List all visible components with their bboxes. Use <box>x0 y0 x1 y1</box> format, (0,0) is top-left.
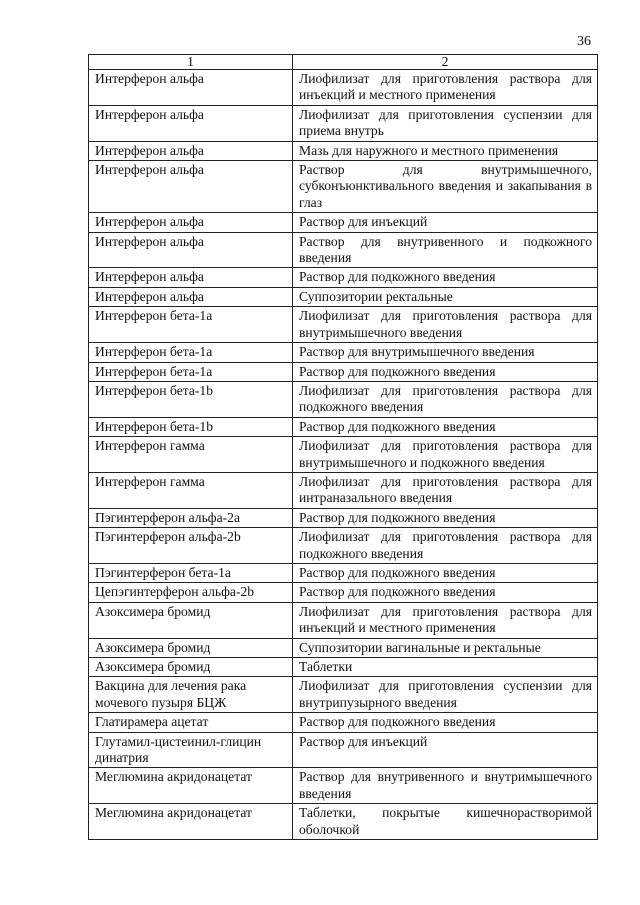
dosage-form-cell: Таблетки, покрытые кишечнорастворимой оболочкой <box>293 804 598 840</box>
dosage-form-cell: Таблетки <box>293 658 598 677</box>
drug-name-cell: Азоксимера бромид <box>89 602 293 638</box>
dosage-form-cell: Мазь для наружного и местного применения <box>293 141 598 160</box>
dosage-form-cell: Суппозитории ректальные <box>293 287 598 306</box>
table-row <box>89 381 598 417</box>
table-row <box>89 638 598 657</box>
dosage-form-cell: Раствор для подкожного введения <box>293 713 598 732</box>
page-number: 36 <box>577 34 591 49</box>
table-header-row <box>89 55 598 70</box>
drug-name-cell: Пэгинтерферон бета-1а <box>89 563 293 582</box>
dosage-form-cell: Раствор для инъекций <box>293 213 598 232</box>
drug-name-cell: Интерферон альфа <box>89 213 293 232</box>
table-row <box>89 472 598 508</box>
drug-name-cell: Пэгинтерферон альфа-2b <box>89 528 293 564</box>
drug-name-cell: Азоксимера бромид <box>89 638 293 657</box>
dosage-form-cell: Раствор для внутривенного и внутримышечного введения <box>293 768 598 804</box>
drug-name-cell: Интерферон бета-1b <box>89 417 293 436</box>
drug-name-cell: Интерферон альфа <box>89 70 293 106</box>
dosage-form-cell: Лиофилизат для приготовления раствора для инъекций и местного применения <box>293 70 598 106</box>
table-row <box>89 161 598 213</box>
drug-name-cell: Интерферон бета-1а <box>89 362 293 381</box>
dosage-form-cell: Раствор для внутримышечного, субконъюнктивального введения и закапывания в глаз <box>293 161 598 213</box>
drug-name-cell: Интерферон гамма <box>89 472 293 508</box>
column-header-2: 2 <box>293 55 598 70</box>
dosage-form-cell: Раствор для инъекций <box>293 732 598 768</box>
dosage-form-cell: Лиофилизат для приготовления суспензии для внутрипузырного введения <box>293 677 598 713</box>
dosage-form-cell: Раствор для внутривенного и подкожного введения <box>293 232 598 268</box>
table-row <box>89 437 598 473</box>
table-body <box>89 70 598 840</box>
drug-name-cell: Интерферон бета-1а <box>89 307 293 343</box>
table-row <box>89 563 598 582</box>
drug-name-cell: Интерферон альфа <box>89 105 293 141</box>
table-row <box>89 508 598 527</box>
medication-table <box>88 54 598 840</box>
drug-name-cell: Цепэгинтерферон альфа-2b <box>89 583 293 602</box>
table-row <box>89 713 598 732</box>
dosage-form-cell: Раствор для подкожного введения <box>293 362 598 381</box>
table-row <box>89 528 598 564</box>
drug-name-cell: Вакцина для лечения рака мочевого пузыря БЦЖ <box>89 677 293 713</box>
drug-name-cell: Азоксимера бромид <box>89 658 293 677</box>
table-row <box>89 677 598 713</box>
drug-name-cell: Пэгинтерферон альфа-2а <box>89 508 293 527</box>
dosage-form-cell: Раствор для подкожного введения <box>293 563 598 582</box>
dosage-form-cell: Лиофилизат для приготовления раствора для внутримышечного введения <box>293 307 598 343</box>
dosage-form-cell: Раствор для внутримышечного введения <box>293 343 598 362</box>
drug-name-cell: Интерферон гамма <box>89 437 293 473</box>
dosage-form-cell: Раствор для подкожного введения <box>293 583 598 602</box>
table-row <box>89 583 598 602</box>
drug-name-cell: Интерферон альфа <box>89 141 293 160</box>
table-row <box>89 268 598 287</box>
column-header-1: 1 <box>89 55 293 70</box>
table-row <box>89 213 598 232</box>
dosage-form-cell: Лиофилизат для приготовления раствора для подкожного введения <box>293 381 598 417</box>
drug-name-cell: Интерферон альфа <box>89 232 293 268</box>
table-row <box>89 343 598 362</box>
table-row <box>89 105 598 141</box>
table-row <box>89 141 598 160</box>
drug-name-cell: Интерферон альфа <box>89 161 293 213</box>
dosage-form-cell: Суппозитории вагинальные и ректальные <box>293 638 598 657</box>
table-row <box>89 417 598 436</box>
table-row <box>89 70 598 106</box>
dosage-form-cell: Лиофилизат для приготовления раствора для подкожного введения <box>293 528 598 564</box>
dosage-form-cell: Лиофилизат для приготовления раствора для инъекций и местного применения <box>293 602 598 638</box>
drug-name-cell: Интерферон бета-1а <box>89 343 293 362</box>
dosage-form-cell: Лиофилизат для приготовления раствора для внутримышечного и подкожного введения <box>293 437 598 473</box>
table-row <box>89 232 598 268</box>
drug-name-cell: Интерферон альфа <box>89 268 293 287</box>
table-row <box>89 768 598 804</box>
drug-name-cell: Меглюмина акридонацетат <box>89 768 293 804</box>
drug-name-cell: Глутамил-цистеинил-глицин динатрия <box>89 732 293 768</box>
drug-name-cell: Интерферон бета-1b <box>89 381 293 417</box>
table-row <box>89 602 598 638</box>
drug-name-cell: Глатирамера ацетат <box>89 713 293 732</box>
table-row <box>89 362 598 381</box>
drug-name-cell: Интерферон альфа <box>89 287 293 306</box>
dosage-form-cell: Раствор для подкожного введения <box>293 508 598 527</box>
dosage-form-cell: Раствор для подкожного введения <box>293 417 598 436</box>
dosage-form-cell: Раствор для подкожного введения <box>293 268 598 287</box>
drug-name-cell: Меглюмина акридонацетат <box>89 804 293 840</box>
dosage-form-cell: Лиофилизат для приготовления раствора для интраназального введения <box>293 472 598 508</box>
table-row <box>89 804 598 840</box>
table-row <box>89 287 598 306</box>
table-row <box>89 307 598 343</box>
table-row <box>89 732 598 768</box>
table-row <box>89 658 598 677</box>
dosage-form-cell: Лиофилизат для приготовления суспензии для приема внутрь <box>293 105 598 141</box>
